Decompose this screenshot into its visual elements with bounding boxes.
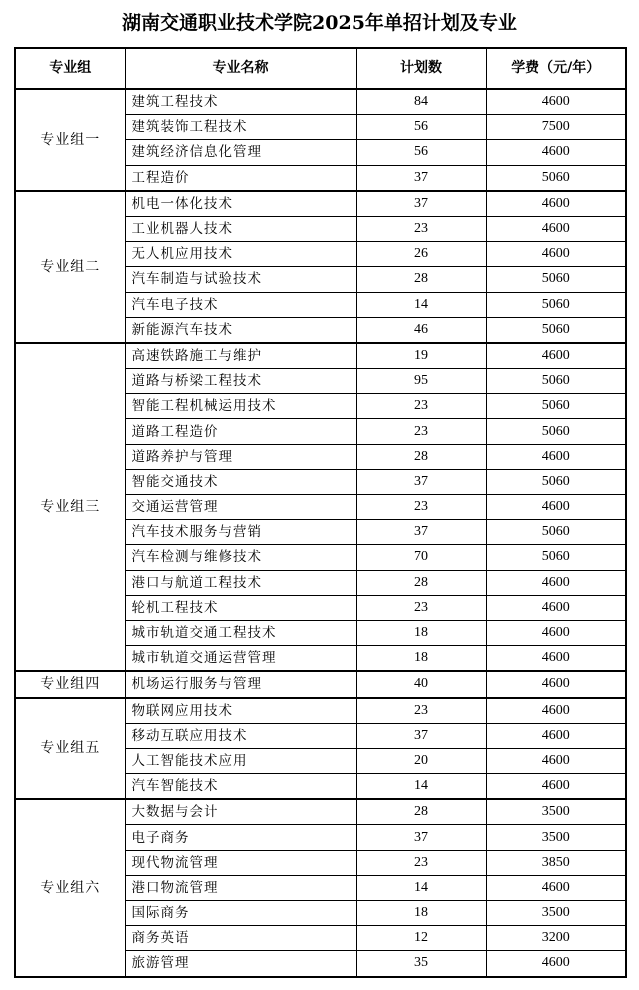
major-name-cell: 汽车电子技术 [125,292,356,317]
major-name-cell: 汽车检测与维修技术 [125,545,356,570]
tuition-cell: 4600 [486,595,626,620]
plan-count-cell: 23 [356,850,486,875]
group-name-cell: 专业组六 [15,799,125,976]
tuition-cell: 5060 [486,267,626,292]
plan-count-cell: 14 [356,875,486,900]
major-name-cell: 旅游管理 [125,951,356,977]
major-name-cell: 人工智能技术应用 [125,748,356,773]
tuition-cell: 4600 [486,748,626,773]
plan-count-cell: 23 [356,595,486,620]
major-name-cell: 高速铁路施工与维护 [125,343,356,369]
plan-count-cell: 56 [356,140,486,165]
header-plan: 计划数 [356,48,486,89]
tuition-cell: 5060 [486,369,626,394]
major-name-cell: 物联网应用技术 [125,698,356,724]
tuition-cell: 5060 [486,394,626,419]
header-fee: 学费（元/年） [486,48,626,89]
major-name-cell: 工程造价 [125,165,356,191]
plan-count-cell: 37 [356,469,486,494]
tuition-cell: 4600 [486,723,626,748]
group-name-cell: 专业组二 [15,191,125,343]
table-header-row [15,48,626,89]
major-name-cell: 汽车智能技术 [125,774,356,800]
major-name-cell: 城市轨道交通工程技术 [125,620,356,645]
plan-count-cell: 18 [356,620,486,645]
tuition-cell: 4600 [486,620,626,645]
tuition-cell: 3500 [486,799,626,825]
major-name-cell: 商务英语 [125,926,356,951]
tuition-cell: 5060 [486,292,626,317]
plan-count-cell: 37 [356,520,486,545]
plan-count-cell: 18 [356,901,486,926]
plan-count-cell: 37 [356,191,486,217]
major-name-cell: 汽车技术服务与营销 [125,520,356,545]
plan-count-cell: 14 [356,292,486,317]
group-name-cell: 专业组四 [15,671,125,697]
major-name-cell: 大数据与会计 [125,799,356,825]
major-name-cell: 轮机工程技术 [125,595,356,620]
tuition-cell: 4600 [486,343,626,369]
tuition-cell: 4600 [486,646,626,672]
plan-count-cell: 19 [356,343,486,369]
plan-count-cell: 23 [356,419,486,444]
tuition-cell: 4600 [486,444,626,469]
table-row [15,799,626,825]
major-name-cell: 道路与桥梁工程技术 [125,369,356,394]
plan-count-cell: 37 [356,165,486,191]
major-name-cell: 港口与航道工程技术 [125,570,356,595]
tuition-cell: 4600 [486,495,626,520]
plan-count-cell: 28 [356,799,486,825]
major-name-cell: 现代物流管理 [125,850,356,875]
enrollment-table [14,47,627,978]
plan-count-cell: 12 [356,926,486,951]
table-row [15,89,626,115]
tuition-cell: 4600 [486,216,626,241]
group-name-cell: 专业组一 [15,89,125,191]
major-name-cell: 电子商务 [125,825,356,850]
major-name-cell: 新能源汽车技术 [125,317,356,343]
plan-count-cell: 23 [356,394,486,419]
tuition-cell: 4600 [486,875,626,900]
header-major: 专业名称 [125,48,356,89]
plan-count-cell: 23 [356,495,486,520]
major-name-cell: 城市轨道交通运营管理 [125,646,356,672]
major-name-cell: 智能交通技术 [125,469,356,494]
plan-count-cell: 56 [356,115,486,140]
tuition-cell: 5060 [486,545,626,570]
tuition-cell: 5060 [486,520,626,545]
tuition-cell: 5060 [486,317,626,343]
plan-count-cell: 46 [356,317,486,343]
major-name-cell: 机场运行服务与管理 [125,671,356,697]
tuition-cell: 5060 [486,419,626,444]
group-name-cell: 专业组三 [15,343,125,671]
tuition-cell: 3850 [486,850,626,875]
plan-count-cell: 35 [356,951,486,977]
tuition-cell: 4600 [486,140,626,165]
tuition-cell: 5060 [486,469,626,494]
tuition-cell: 4600 [486,698,626,724]
table-row [15,671,626,697]
major-name-cell: 建筑经济信息化管理 [125,140,356,165]
plan-count-cell: 23 [356,216,486,241]
major-name-cell: 工业机器人技术 [125,216,356,241]
plan-count-cell: 28 [356,267,486,292]
header-group: 专业组 [15,48,125,89]
major-name-cell: 无人机应用技术 [125,242,356,267]
major-name-cell: 交通运营管理 [125,495,356,520]
tuition-cell: 4600 [486,671,626,697]
major-name-cell: 汽车制造与试验技术 [125,267,356,292]
table-body [15,89,626,977]
plan-count-cell: 26 [356,242,486,267]
plan-count-cell: 18 [356,646,486,672]
table-row [15,698,626,724]
tuition-cell: 3500 [486,825,626,850]
table-row [15,191,626,217]
tuition-cell: 4600 [486,570,626,595]
major-name-cell: 机电一体化技术 [125,191,356,217]
tuition-cell: 7500 [486,115,626,140]
tuition-cell: 4600 [486,191,626,217]
major-name-cell: 智能工程机械运用技术 [125,394,356,419]
major-name-cell: 国际商务 [125,901,356,926]
plan-count-cell: 28 [356,444,486,469]
major-name-cell: 道路养护与管理 [125,444,356,469]
plan-count-cell: 37 [356,723,486,748]
plan-count-cell: 70 [356,545,486,570]
tuition-cell: 3200 [486,926,626,951]
plan-count-cell: 14 [356,774,486,800]
plan-count-cell: 28 [356,570,486,595]
major-name-cell: 移动互联应用技术 [125,723,356,748]
tuition-cell: 5060 [486,165,626,191]
plan-count-cell: 37 [356,825,486,850]
tuition-cell: 4600 [486,774,626,800]
tuition-cell: 3500 [486,901,626,926]
plan-count-cell: 84 [356,89,486,115]
major-name-cell: 道路工程造价 [125,419,356,444]
major-name-cell: 港口物流管理 [125,875,356,900]
tuition-cell: 4600 [486,951,626,977]
group-name-cell: 专业组五 [15,698,125,800]
plan-count-cell: 40 [356,671,486,697]
plan-count-cell: 20 [356,748,486,773]
major-name-cell: 建筑工程技术 [125,89,356,115]
plan-count-cell: 23 [356,698,486,724]
major-name-cell: 建筑装饰工程技术 [125,115,356,140]
table-row [15,343,626,369]
tuition-cell: 4600 [486,242,626,267]
tuition-cell: 4600 [486,89,626,115]
page-title: 湖南交通职业技术学院2025年单招计划及专业 [122,12,517,34]
plan-count-cell: 95 [356,369,486,394]
